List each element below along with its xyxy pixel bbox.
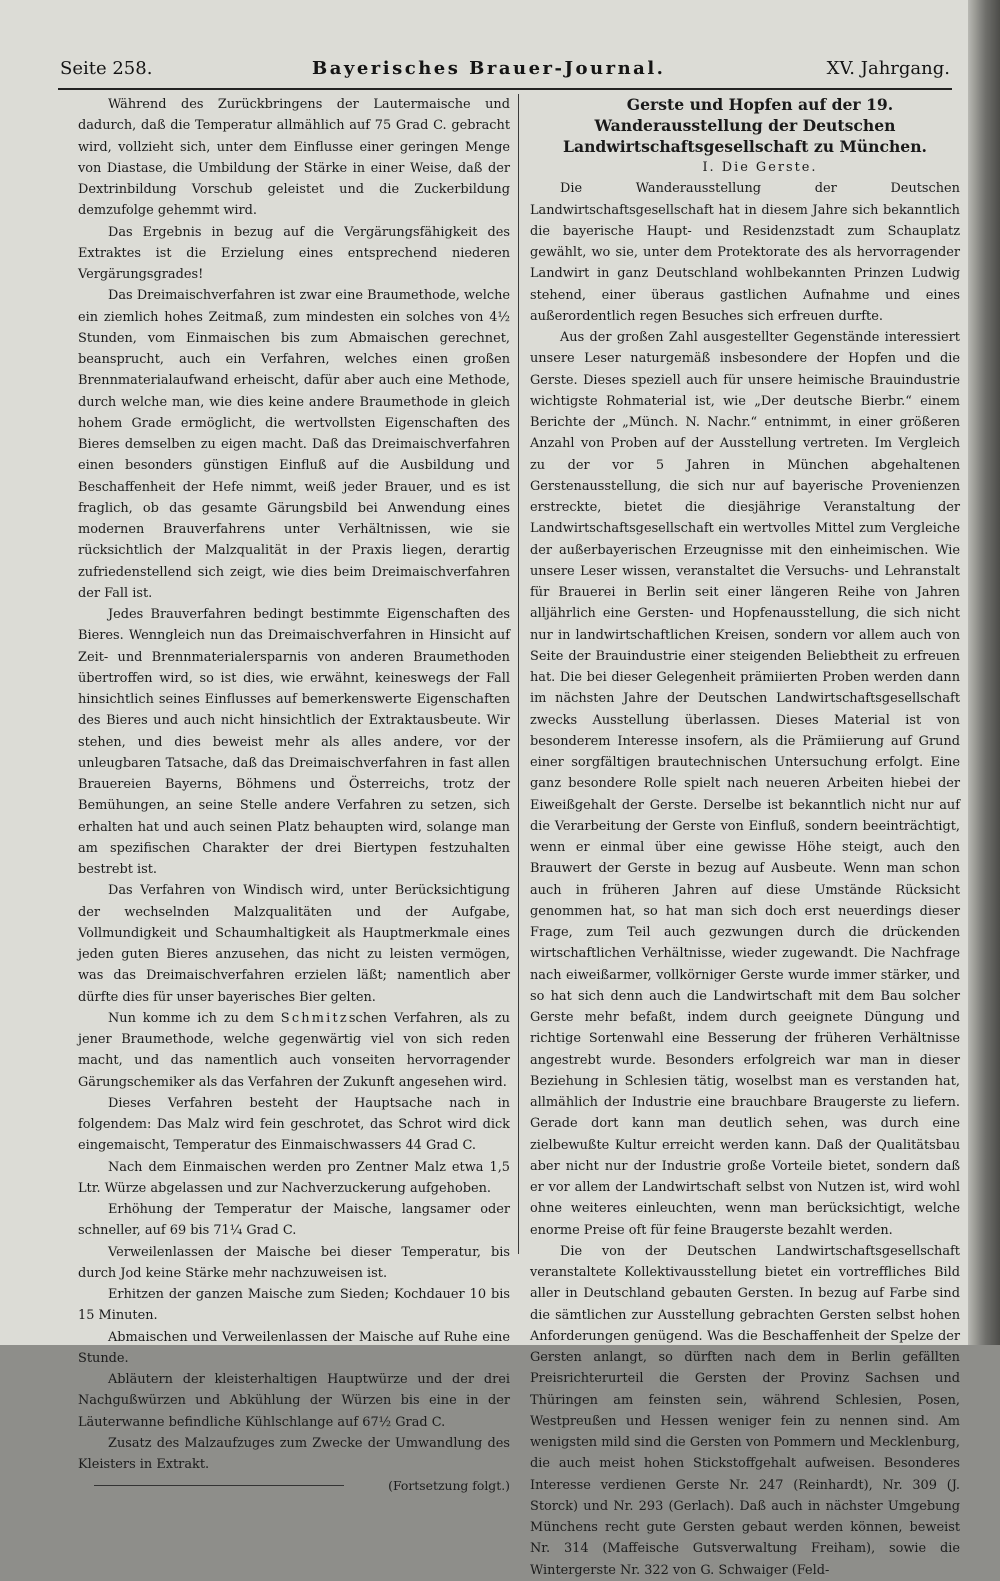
column-divider bbox=[518, 94, 519, 1254]
end-rule bbox=[94, 1485, 344, 1486]
paragraph: Die von der Deutschen Landwirtschaftsgesellschaft veranstaltete Kollektivausstellung bietet ein vortreffliches Bild aller in Deutschland gebauten Gersten. In bezug auf Farbe sind die sämtlichen zur Ausstellung gebrachten Gersten selbst hohen Anforderungen genügend. Was die Beschaffenheit der Spelze der Gersten anlangt, so dürften nach dem in Berlin gefällten Preisrichterurteil die Gersten der Provinz Sachsen und Thüringen am feinsten sein, während Schlesien, Posen, Westpreußen und Hessen weniger fein zu nennen sind. Am wenigsten mild sind die Gersten von Pommern und Mecklenburg, die auch meist hohen Stickstoffgehalt aufweisen. Besonderes Interesse verdienen Gerste Nr. 247 (Reinhardt), Nr. 309 (J. Storck) und Nr. 293 (Gerlach). Daß auch in nächster Umgebung Münchens recht gute Gersten gebaut werden können, beweist Nr. 314 (Maffeische Gutsverwaltung Freiham), sowie die Wintergerste Nr. 322 von G. Schwaiger (Feld- bbox=[530, 1243, 960, 1578]
paragraph: Erhöhung der Temperatur der Maische, langsamer oder schneller, auf 69 bis 71¼ Grad C. bbox=[78, 1202, 510, 1239]
right-column bbox=[530, 94, 960, 1581]
paragraph: Abläutern der kleisterhaltigen Hauptwürze und der drei Nachgußwürzen und Abkühlung der Würzen bis eine in der Läuterwanne befindliche Kühlschlange auf 67½ Grad C. bbox=[78, 1372, 510, 1430]
paragraph: Jedes Brauverfahren bedingt bestimmte Eigenschaften des Bieres. Wenngleich nun das Dreimaischverfahren in Hinsicht auf Zeit- und Brennmaterialersparnis von anderen Braumethoden übertroffen wird, so ist dies, wie erwähnt, keineswegs der Fall hinsichtlich seines Einflusses auf bemerkenswerte Eigenschaften des Bieres und auch nicht hinsichtlich der Extraktausbeute. Wir stehen, und dies beweist mehr als alles andere, vor der unleugbaren Tatsache, daß das Dreimaischverfahren in fast allen Brauereien Bayerns, Böhmens und Österreichs, trotz der Bemühungen, an seine Stelle andere Verfahren zu setzen, sich erhalten hat und auch seinen Platz behaupten wird, solange man am spezifischen Charakter der drei Biertypen festzuhalten bestrebt ist. bbox=[78, 607, 510, 877]
continuation-note: (Fortsetzung folgt.) bbox=[388, 1478, 510, 1494]
paragraph: Aus der großen Zahl ausgestellter Gegenstände interessiert unsere Leser naturgemäß insbesondere der Hopfen und die Gerste. Dieses speziell auch für unsere heimische Brauindustrie wichtigste Rohmaterial ist, wie „Der deutsche Bierbr.“ einem Berichte der „Münch. N. Nachr.“ entnimmt, in einer größeren Anzahl von Proben auf der Ausstellung vertreten. Im Vergleich zu der vor 5 Jahren in München abgehaltenen Gerstenausstellung, die sich nur auf bayerische Provenienzen erstreckte, bietet die diesjährige Veranstaltung der Landwirtschaftsgesellschaft ein wertvolles Mittel zum Vergleiche der außerbayerischen Erzeugnisse mit den einheimischen. Wie unsere Leser wissen, veranstaltet die Versuchs- und Lehranstalt für Brauerei in Berlin seit einer längeren Reihe von Jahren alljährlich eine Gersten- und Hopfenausstellung, die sich nicht nur in landwirtschaftlichen Kreisen, sondern vor allem auch von Seite der Brauindustrie einer steigenden Beliebtheit zu erfreuen hat. Die bei dieser Gelegenheit prämiierten Proben werden dann im nächsten Jahre der Deutschen Landwirtschaftsgesellschaft zwecks Ausstellung überlassen. Dieses Material ist von besonderem Interesse insofern, als die Prämiierung auf Grund einer sorgfältigen brautechnischen Untersuchung erfolgt. Eine ganz besondere Rolle spielt nach neueren Arbeiten hiebei der Eiweißgehalt der Gerste. Derselbe ist bekanntlich nicht nur auf die Verarbeitung der Gerste von Einfluß, sondern beeinträchtigt, wenn er einmal über eine gewisse Höhe steigt, auch den Brauwert der Gerste in bezug auf Ausbeute. Wenn man schon auch in früheren Jahren auf diese Umstände Rücksicht genommen hat, so hat man sich doch erst neuerdings dieser Frage, zum Teil auch gezwungen durch die drückenden wirtschaftlichen Verhältnisse, wieder zugewandt. Die Nachfrage nach eiweißarmer, vollkörniger Gerste wurde immer stärker, und so hat sich denn auch die Landwirtschaft mit dem Bau solcher Gerste mehr befaßt, indem durch geeignete Düngung und richtige Sortenwahl eine Besserung der früheren Verhältnisse angestrebt wurde. Besonders erfolgreich war man in dieser Beziehung in Schlesien tätig, woselbst man es verstanden hat, allmählich der Industrie eine brauchbare Braugerste zu liefern. Gerade dort kann man deutlich sehen, was durch eine zielbewußte Kultur erreicht werden kann. Daß der Qualitätsbau aber nicht nur der Industrie große Vorteile bietet, sondern daß er vor allem der Landwirtschaft selbst von Nutzen ist, wird wohl ohne weiteres einleuchten, wenn man berücksichtigt, welche enorme Preise oft für feine Braugerste bezahlt werden. bbox=[530, 330, 960, 1238]
article-end bbox=[78, 1475, 510, 1496]
paragraph: Das Verfahren von Windisch wird, unter Berücksichtigung der wechselnden Malzqualitäten und der Aufgabe, Vollmundigkeit und Schaumhaltigkeit als Hauptmerkmale eines jeden guten Bieres anzusehen, das nicht zu leisten vermögen, was das Dreimaischverfahren erzielen läßt; namentlich aber dürfte dies für unser bayerisches Bier gelten. bbox=[78, 883, 510, 1005]
paragraph bbox=[78, 1008, 510, 1093]
emphasized-name: Schmitz bbox=[280, 1010, 349, 1026]
page-number: Seite 258. bbox=[60, 58, 153, 79]
journal-title: Bayerisches Brauer-Journal. bbox=[312, 58, 666, 79]
volume-label: XV. Jahrgang. bbox=[826, 58, 950, 79]
paragraph: Das Ergebnis in bezug auf die Vergärungsfähigkeit des Extraktes ist die Erzielung eines entsprechend niederen Vergärungsgrades! bbox=[78, 224, 510, 282]
paragraph-text: Nun komme ich zu dem bbox=[108, 1010, 281, 1026]
paragraph-text: schen Verfahren, als zu jener Braumethode, welche gegenwärtig viel von sich reden macht, und das namentlich auch vonseiten hervorragender Gärungschemiker als das Verfahren der Zukunft angesehen wird. bbox=[78, 1010, 510, 1090]
book-spine-shadow bbox=[968, 0, 1000, 1345]
paragraph: Verweilenlassen der Maische bei dieser Temperatur, bis durch Jod keine Stärke mehr nachzuweisen ist. bbox=[78, 1244, 510, 1281]
paragraph: Erhitzen der ganzen Maische zum Sieden; Kochdauer 10 bis 15 Minuten. bbox=[78, 1287, 510, 1324]
paragraph: Nach dem Einmaischen werden pro Zentner Malz etwa 1,5 Ltr. Würze abgelassen und zur Nachverzuckerung aufgehoben. bbox=[78, 1159, 510, 1196]
section-heading: I. Die Gerste. bbox=[702, 160, 818, 175]
header-rule bbox=[58, 88, 952, 90]
paragraph: Die Wanderausstellung der Deutschen Landwirtschaftsgesellschaft hat in diesem Jahre sich bekanntlich die bayerische Haupt- und Residenzstadt zum Schauplatz gewählt, wo sie, unter dem Protektorate des als hervorragender Landwirt in ganz Deutschland wohlbekannten Prinzen Ludwig stehend, einer überaus gastlichen Aufnahme und eines außerordentlich regen Besuches sich erfreuen durfte. bbox=[530, 181, 960, 324]
paragraph: Abmaischen und Verweilenlassen der Maische auf Ruhe eine Stunde. bbox=[78, 1329, 510, 1366]
paragraph: Das Dreimaischverfahren ist zwar eine Braumethode, welche ein ziemlich hohes Zeitmaß, zum mindesten ein solches von 4½ Stunden, vom Einmaischen bis zum Abmaischen gerechnet, beansprucht, auch ein Verfahren, welches einen großen Brennmaterialaufwand erheischt, dafür aber auch eine Methode, durch welche man, wie dies keine andere Braumethode in gleich hohem Grade ermöglicht, die wertvollsten Eigenschaften des Bieres demselben zu eigen macht. Daß das Dreimaischverfahren einen besonders günstigen Einfluß auf die Ausbildung und Beschaffenheit der Hefe nimmt, weiß jeder Brauer, und es ist fraglich, ob das gesamte Gärungsbild bei Anwendung eines modernen Brauverfahrens unter Verhältnissen, wie sie rücksichtlich der Malzqualität in der Praxis liegen, derartig zufriedenstellend sich zeigt, wie dies beim Dreimaischverfahren der Fall ist. bbox=[78, 288, 510, 601]
article-headline: Gerste und Hopfen auf der 19. Wanderausstellung der Deutschen Landwirtschaftsgesellschaft zu München. bbox=[563, 95, 927, 156]
paragraph: Zusatz des Malzaufzuges zum Zwecke der Umwandlung des Kleisters in Extrakt. bbox=[78, 1435, 510, 1472]
paragraph: Während des Zurückbringens der Lautermaische und dadurch, daß die Temperatur allmählich auf 75 Grad C. gebracht wird, vollzieht sich, unter dem Einflusse einer geringen Menge von Diastase, die Umbildung der Stärke in einer Weise, daß der Dextrinbildung Vorschub geleistet und die Zuckerbildung demzufolge gehemmt wird. bbox=[78, 97, 510, 219]
paragraph: Dieses Verfahren besteht der Hauptsache nach in folgendem: Das Malz wird fein geschrotet, das Schrot wird dick eingemaischt, Temperatur des Einmaischwassers 44 Grad C. bbox=[78, 1095, 510, 1154]
page-header bbox=[60, 58, 950, 86]
left-column bbox=[78, 94, 510, 1497]
